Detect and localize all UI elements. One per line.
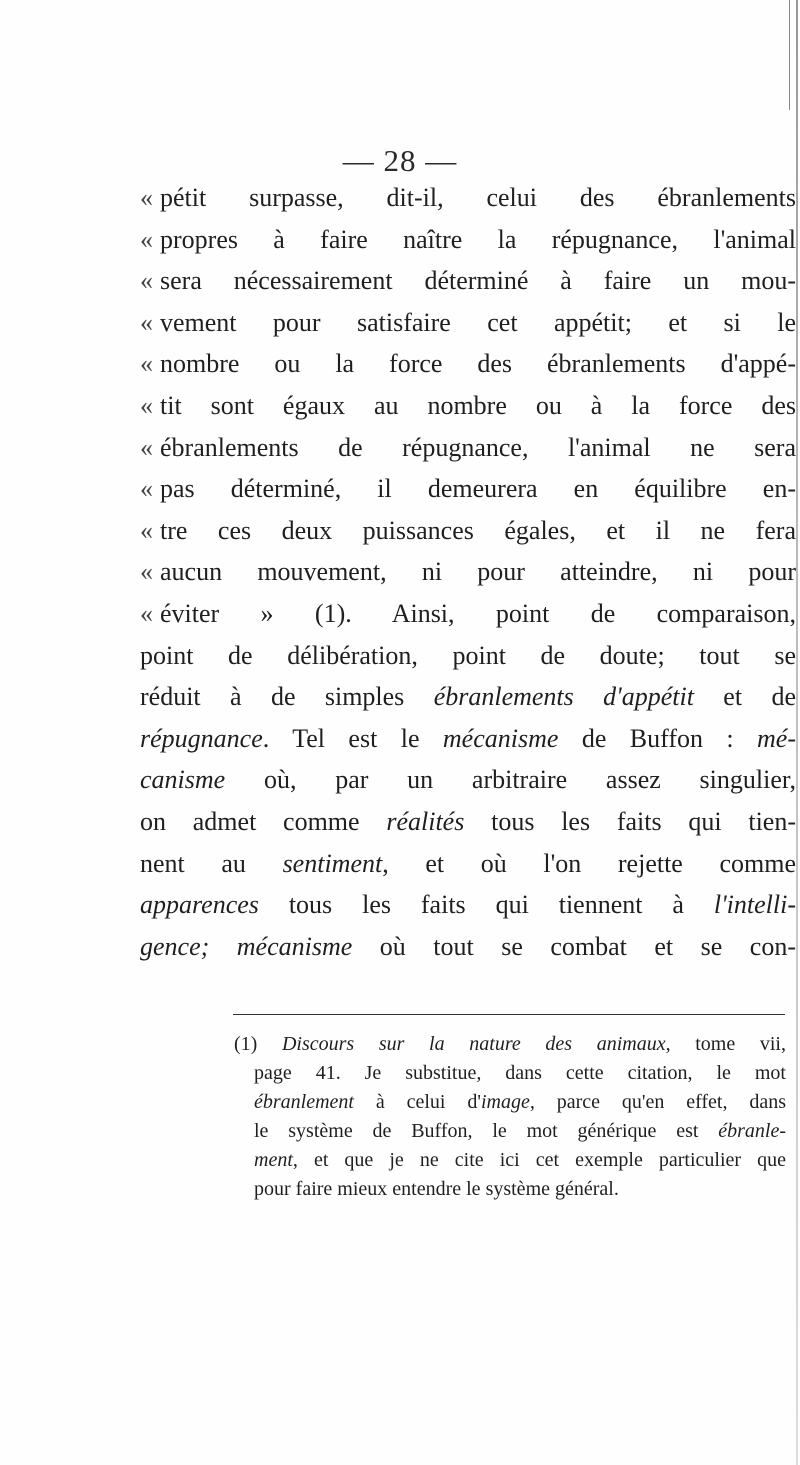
text-line: « propres à faire naître la répugnance, l'animal bbox=[140, 224, 796, 254]
text-line: « tre ces deux puissances égales, et il ne fera bbox=[140, 515, 796, 545]
text-line: « tit sont égaux au nombre ou à la force des bbox=[140, 390, 796, 420]
text-line: « nombre ou la force des ébranlements d'appé- bbox=[140, 349, 796, 379]
text-line: répugnance. Tel est le mécanisme de Buffon : mé- bbox=[140, 723, 796, 753]
text-line: « éviter » (1). Ainsi, point de comparaison, bbox=[140, 598, 796, 628]
text-line: « pétit surpasse, dit-il, celui des ébranlements bbox=[140, 183, 796, 212]
footnote bbox=[234, 1030, 786, 1204]
footnote-line: (1) Discours sur la nature des animaux, tome vii, bbox=[234, 1033, 786, 1055]
text-line: gence; mécanisme où tout se combat et se con- bbox=[140, 931, 796, 961]
text-line: « sera nécessairement déterminé à faire un mou- bbox=[140, 266, 796, 296]
footnote-divider bbox=[233, 1014, 785, 1015]
text-line: on admet comme réalités tous les faits qui tien- bbox=[140, 806, 796, 836]
text-line: canisme où, par un arbitraire assez singulier, bbox=[140, 765, 796, 795]
footnote-line: pour faire mieux entendre le système général. bbox=[254, 1178, 619, 1200]
footnote-line: ébranlement à celui d'image, parce qu'en effet, dans bbox=[254, 1091, 786, 1113]
page-edge bbox=[796, 0, 798, 1465]
page-number: — 28 — bbox=[342, 143, 458, 178]
text-line: réduit à de simples ébranlements d'appétit et de bbox=[140, 682, 796, 712]
footnote-line: page 41. Je substitue, dans cette citation, le mot bbox=[254, 1062, 786, 1084]
page-edge-top bbox=[789, 0, 790, 110]
text-line: « vement pour satisfaire cet appétit; et si le bbox=[140, 307, 796, 337]
text-line: « ébranlements de répugnance, l'animal ne sera bbox=[140, 432, 796, 462]
footnote-line: ment, et que je ne cite ici cet exemple particulier que bbox=[254, 1149, 786, 1171]
text-line: « aucun mouvement, ni pour atteindre, ni pour bbox=[140, 557, 796, 587]
main-text bbox=[140, 177, 796, 967]
text-line: nent au sentiment, et où l'on rejette comme bbox=[140, 848, 796, 878]
text-line: apparences tous les faits qui tiennent à l'intelli- bbox=[140, 890, 796, 920]
footnote-line: le système de Buffon, le mot générique est ébranle- bbox=[254, 1120, 786, 1142]
text-line: « pas déterminé, il demeurera en équilibre en- bbox=[140, 474, 796, 504]
text-line: point de délibération, point de doute; tout se bbox=[140, 640, 796, 670]
